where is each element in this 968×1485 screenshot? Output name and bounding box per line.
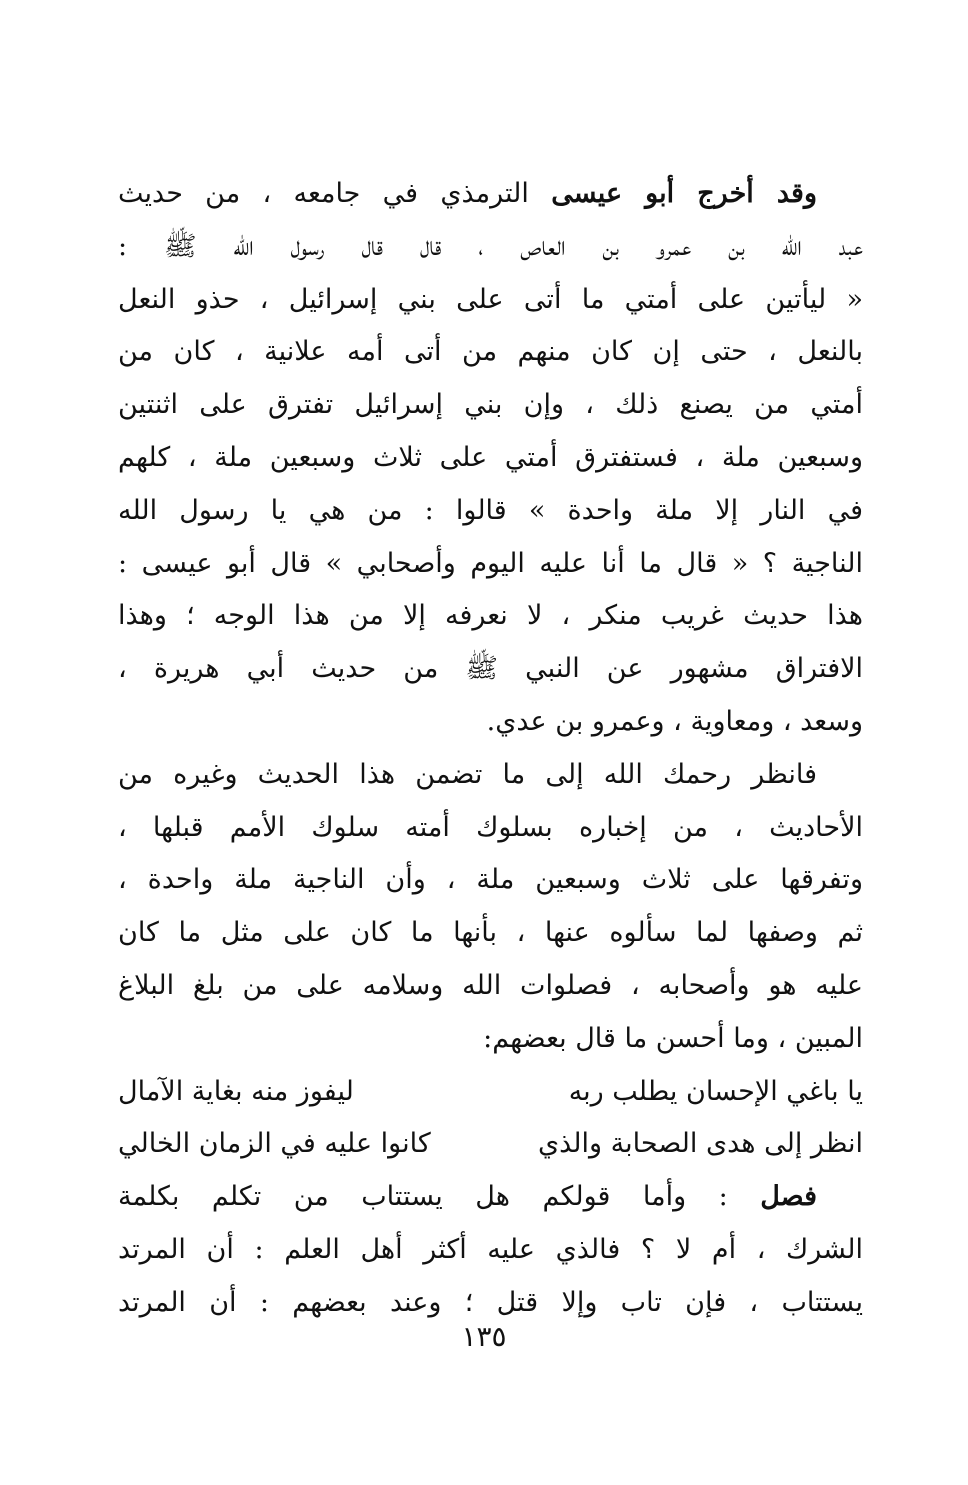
text-line: بالنعل ، حتى إن كان منهم من أتى أمه علانية ، كان من <box>118 336 863 368</box>
verse-line <box>118 1118 863 1171</box>
paragraph-commentary <box>118 749 863 1066</box>
text-line: « ليأتين على أمتي ما أتى على بني إسرائيل ، حذو النعل <box>118 283 863 315</box>
verse-first-hemistich: يا باغي الإحسان يطلب ربه <box>568 1075 863 1107</box>
verse-line <box>118 1066 863 1119</box>
text-line: وسبعين ملة ، فستفترق أمتي على ثلاث وسبعين ملة ، كلهم <box>118 441 863 473</box>
text-line: ثم وصفها لما سألوه عنها ، بأنها ما كان على مثل ما كان <box>118 917 863 949</box>
text-line: وسعد ، ومعاوية ، وعمرو بن عدي. <box>486 705 863 737</box>
verse-second-hemistich: ليفوز منه بغاية الآمال <box>118 1075 354 1107</box>
text-line: عبد الله بن عمرو بن العاص ، قال قال رسول الله ﷺ : <box>118 230 863 262</box>
text-line: الأحاديث ، من إخباره بسلوك أمته سلوك الأمم قبلها ، <box>118 811 863 843</box>
paragraph-section <box>118 1171 863 1329</box>
text-segment: الترمذي في جامعه ، من حديث <box>118 178 529 209</box>
verse-first-hemistich: انظر إلى هدى الصحابة والذي <box>537 1128 863 1160</box>
text-line: في النار إلا ملة واحدة » قالوا : من هي يا رسول الله <box>118 494 863 526</box>
text-line: يستتاب ، فإن تاب وإلا قتل ؛ وعند بعضهم : أن المرتد <box>118 1286 863 1318</box>
text-line: الناجية ؟ « قال ما أنا عليه اليوم وأصحابي » قال أبو عيسى : <box>118 547 863 579</box>
text-line: فانظر رحمك الله إلى ما تضمن هذا الحديث وغيره من <box>118 758 817 790</box>
text-segment: : وأما قولكم هل يستتاب من تكلم بكلمة <box>118 1181 728 1213</box>
poem-verse <box>118 1066 863 1172</box>
text-line: الافتراق مشهور عن النبي ﷺ من حديث أبي هريرة ، <box>118 653 863 685</box>
text-line: هذا حديث غريب منكر ، لا نعرفه إلا من هذا الوجه ؛ وهذا <box>118 600 863 632</box>
text-line: عليه هو وأصحابه ، فصلوات الله وسلامه على من بلغ البلاغ <box>118 969 863 1001</box>
section-heading: فصل <box>760 1181 817 1213</box>
paragraph-hadith <box>118 168 863 749</box>
text-line <box>118 168 863 221</box>
verse-second-hemistich: كانوا عليه في الزمان الخالي <box>118 1128 431 1160</box>
paragraph-lead: وقد أخرج أبو عيسى <box>551 178 817 209</box>
text-line: الشرك ، أم لا ؟ فالذي عليه أكثر أهل العلم : أن المرتد <box>118 1233 863 1265</box>
text-line: وتفرقها على ثلاث وسبعين ملة ، وأن الناجية ملة واحدة ، <box>118 864 863 896</box>
text-line: المبين ، وما أحسن ما قال بعضهم: <box>483 1022 863 1054</box>
text-line <box>118 1171 863 1224</box>
page-number: ١٣٥ <box>461 1320 507 1353</box>
page-body <box>118 168 863 1330</box>
text-line: أمتي من يصنع ذلك ، وإن بني إسرائيل تفترق على اثنتين <box>118 389 863 421</box>
